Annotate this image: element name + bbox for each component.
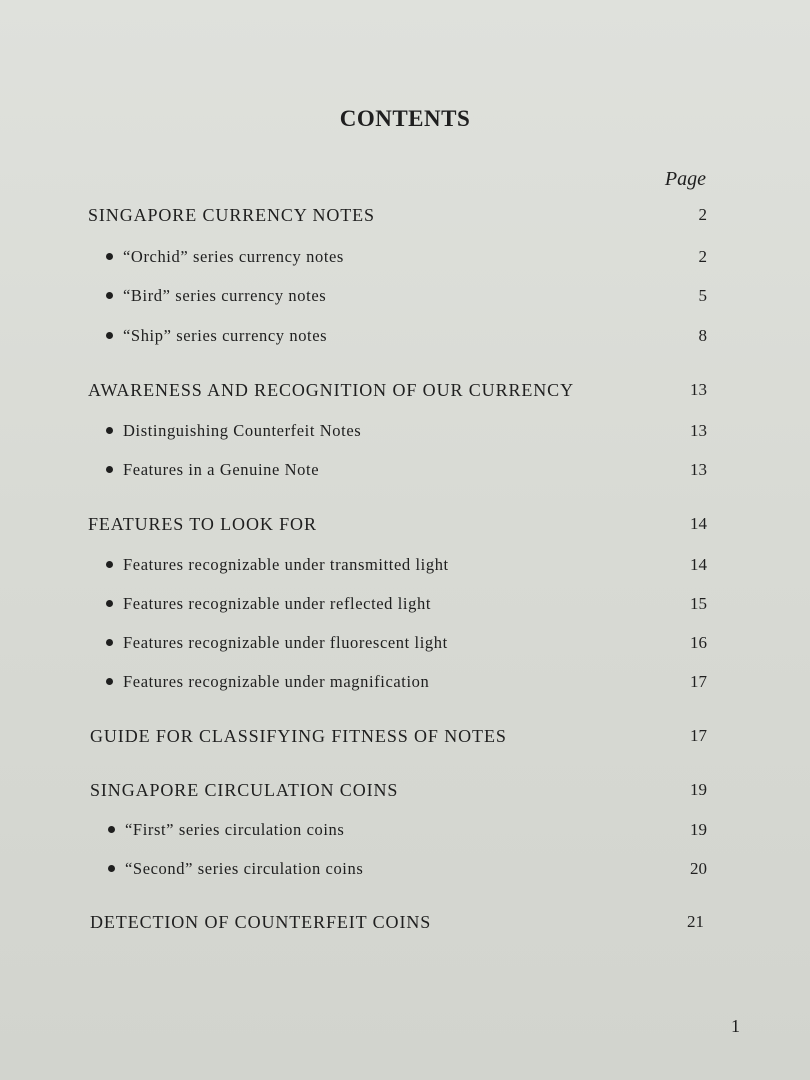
toc-entry-page: 13 — [690, 421, 707, 440]
toc-entry-page: 17 — [690, 672, 707, 691]
toc-entry-label: GUIDE FOR CLASSIFYING FITNESS OF NOTES — [90, 726, 507, 746]
bullet-icon — [108, 865, 115, 872]
toc-entry-page: 20 — [690, 859, 707, 878]
toc-entry-page: 19 — [690, 780, 707, 799]
toc-entry-page: 8 — [698, 326, 707, 345]
toc-section-entry — [0, 380, 810, 404]
page-number: 1 — [731, 1016, 740, 1036]
toc-entry-page: 21 — [687, 912, 704, 931]
bullet-icon — [106, 466, 113, 473]
toc-entry-page: 16 — [690, 633, 707, 652]
toc-subentry — [0, 460, 810, 484]
toc-entry-page: 15 — [690, 594, 707, 613]
toc-subentry — [0, 555, 810, 579]
page-title: CONTENTS — [339, 106, 471, 131]
toc-entry-page: 13 — [690, 460, 707, 479]
toc-section-entry — [0, 780, 810, 804]
toc-entry-label: Features recognizable under magnification — [123, 672, 430, 691]
toc-entry-page: 14 — [690, 555, 707, 574]
toc-subentry — [0, 859, 810, 883]
toc-entry-label: Features in a Genuine Note — [123, 460, 320, 479]
toc-subentry — [0, 421, 810, 445]
bullet-icon — [106, 678, 113, 685]
bullet-icon — [106, 639, 113, 646]
toc-section-entry — [0, 514, 810, 538]
toc-entry-label: “Bird” series currency notes — [123, 286, 327, 305]
toc-entry-label: Distinguishing Counterfeit Notes — [123, 421, 362, 440]
toc-section-entry — [0, 205, 810, 229]
bullet-icon — [106, 427, 113, 434]
toc-subentry — [0, 633, 810, 657]
toc-entry-label: SINGAPORE CURRENCY NOTES — [88, 205, 375, 225]
toc-entry-label: AWARENESS AND RECOGNITION OF OUR CURRENCY — [88, 380, 574, 400]
toc-entry-label: Features recognizable under reflected light — [123, 594, 431, 613]
toc-entry-page: 19 — [690, 820, 707, 839]
bullet-icon — [106, 292, 113, 299]
toc-entry-label: “First” series circulation coins — [125, 820, 345, 839]
toc-entry-label: Features recognizable under transmitted light — [123, 555, 449, 574]
toc-entry-label: SINGAPORE CIRCULATION COINS — [90, 780, 399, 800]
toc-entry-label: FEATURES TO LOOK FOR — [88, 514, 317, 534]
bullet-icon — [108, 826, 115, 833]
toc-entry-page: 2 — [698, 247, 707, 266]
toc-entry-label: Features recognizable under fluorescent light — [123, 633, 448, 652]
page-column-heading: Page — [664, 168, 706, 190]
bullet-icon — [106, 332, 113, 339]
toc-entry-page: 14 — [690, 514, 707, 533]
toc-section-entry — [0, 912, 810, 936]
bullet-icon — [106, 561, 113, 568]
toc-subentry — [0, 286, 810, 310]
toc-section-entry — [0, 726, 810, 750]
toc-subentry — [0, 594, 810, 618]
toc-subentry — [0, 326, 810, 350]
toc-subentry — [0, 247, 810, 271]
toc-entry-label: “Ship” series currency notes — [123, 326, 328, 345]
bullet-icon — [106, 253, 113, 260]
toc-entry-page: 17 — [690, 726, 707, 745]
toc-entry-label: “Second” series circulation coins — [125, 859, 364, 878]
toc-entry-page: 5 — [698, 286, 707, 305]
toc-subentry — [0, 672, 810, 696]
toc-entry-label: DETECTION OF COUNTERFEIT COINS — [90, 912, 432, 932]
toc-subentry — [0, 820, 810, 844]
toc-entry-page: 13 — [690, 380, 707, 399]
toc-entry-page: 2 — [698, 205, 707, 224]
bullet-icon — [106, 600, 113, 607]
toc-entry-label: “Orchid” series currency notes — [123, 247, 344, 266]
